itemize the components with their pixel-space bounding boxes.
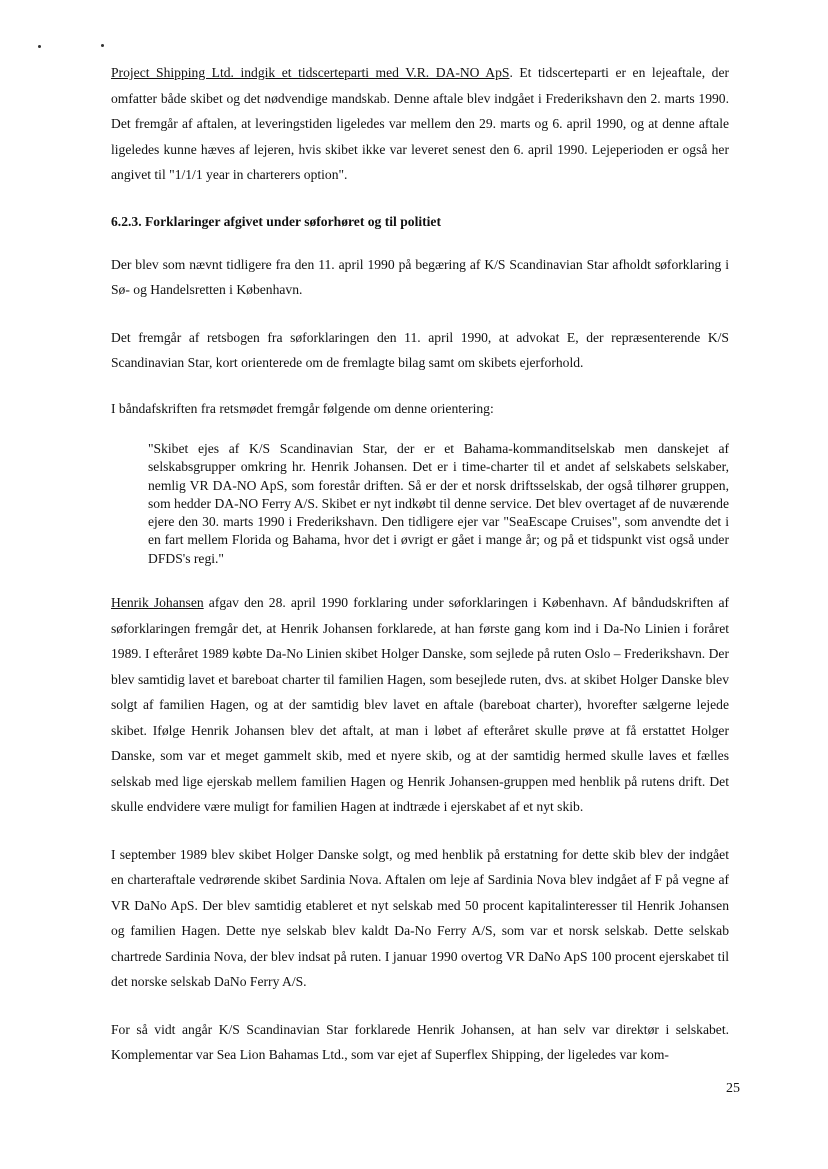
paragraph-maritime-inquiry: Der blev som nævnt tidligere fra den 11. april 1990 på begæring af K/S Scandinavian Star afholdt søforklaring i Sø- og Handelsretten i København.	[111, 256, 729, 297]
underlined-lead: Henrik Johansen	[111, 595, 204, 611]
scan-mark-dot	[101, 44, 104, 47]
paragraph-scandinavian-star: For så vidt angår K/S Scandinavian Star forklarede Henrik Johansen, at han selv var direktør i selskabet. Komplementar var Sea Lion Bahamas Ltd., som var ejet af Superflex Shipping, der ligeledes var kom-	[111, 1021, 729, 1063]
paragraph-text: afgav den 28. april 1990 forklaring under søforklaringen i København. Af båndudskriften af søforklaringen fremgår det, at Henrik Johansen forklarede, at han første gang kom ind i Da-No Linien i foråret 1989. I efteråret 1989 købte Da-No Linien skibet Holger Danske, som sejlede på ruten Oslo – Frederikshavn. Der blev samtidig lavet et bareboat charter til familien Hagen, som besejlede ruten, dvs. at skibet Holger Danske blev solgt af familien Hagen, og at der samtidig blev lavet en aftale (bareboat charter), hvorefter sælgerne lejede skibet. Ifølge Henrik Johansen blev det aftalt, at man i løbet af efteråret skulle prøve at få erstattet Holger Danske, som var et meget gammelt skib, med et nyere skib, og at der samtidig hermed skulle laves et fælles selskab med lige ejerskab mellem familien Hagen og Henrik Johansen-gruppen med henblik på rutens drift. Det skulle endvidere være muligt for familien Hagen at indtræde i ejerskabet af et nyt skib.	[111, 595, 729, 815]
paragraph-transcript-intro: I båndafskriften fra retsmødet fremgår følgende om denne orientering:	[111, 400, 494, 416]
paragraph-text: . Et tidscerteparti er en lejeaftale, der omfatter både skibet og det nødvendige mandskab. Denne aftale blev indgået i Frederikshavn den 2. marts 1990. Det fremgår af aftalen, at leveringstiden ligeledes var mellem den 29. marts og 6. april 1990, og at denne aftale ligeledes kunne hæves af lejeren, hvis skibet ikke var leveret senest den 6. april 1990. Lejeperioden er også her angivet til "1/1/1 year in charterers option".	[111, 65, 730, 182]
underlined-lead: Project Shipping Ltd. indgik et tidscerteparti med V.R. DA-NO ApS	[111, 65, 510, 80]
paragraph-time-charter	[111, 60, 729, 188]
document-page	[111, 60, 729, 1068]
block-quote: "Skibet ejes af K/S Scandinavian Star, der er et Bahama-kommanditselskab men danskejet af selskabsgrupper omkring hr. Henrik Johansen. Det er i time-charter til et andet af selskabets selskaber, nemlig VR DA-NO ApS, som forestår driften. Så er der et norsk driftsselskab, der også tilhører gruppen, som hedder DA-NO Ferry A/S. Skibet er nyt indkøbt til denne service. Det blev overtaget af de nuværende ejere den 30. marts 1990 i Frederikshavn. Den tidligere ejer var "SeaEscape Cruises", som anvendte det i en fart mellem Florida og Bahama, hvor det i øvrigt er gået i mange år; og på et tidspunkt vist også under DFDS's regi."	[148, 441, 729, 566]
page-number: 25	[726, 1081, 740, 1096]
paragraph-court-record: Det fremgår af retsbogen fra søforklaringen den 11. april 1990, at advokat E, der repræsenterende K/S Scandinavian Star, kort orienterede om de fremlagte bilag samt om skibets ejerforhold.	[111, 329, 729, 370]
paragraph-sardinia-nova: I september 1989 blev skibet Holger Danske solgt, og med henblik på erstatning for dette skib blev der indgået en charteraftale vedrørende skibet Sardinia Nova. Aftalen om leje af Sardinia Nova blev indgået af F på vegne af VR DaNo ApS. Der blev samtidig etableret et nyt selskab med 50 procent kapitalinteresser til Henrik Johansen og familien Hagen. Dette nye selskab blev kaldt Da-No Ferry A/S, som var et norsk selskab. Dette selskab chartrede Sardinia Nova, der blev indsat på ruten. I januar 1990 overtog VR DaNo ApS 100 procent ejerskabet til det norske selskab DaNo Ferry A/S.	[111, 846, 729, 990]
section-heading: 6.2.3. Forklaringer afgivet under søforhøret og til politiet	[111, 213, 441, 229]
paragraph-henrik-johansen	[111, 590, 729, 820]
scan-mark-dot	[38, 45, 41, 48]
